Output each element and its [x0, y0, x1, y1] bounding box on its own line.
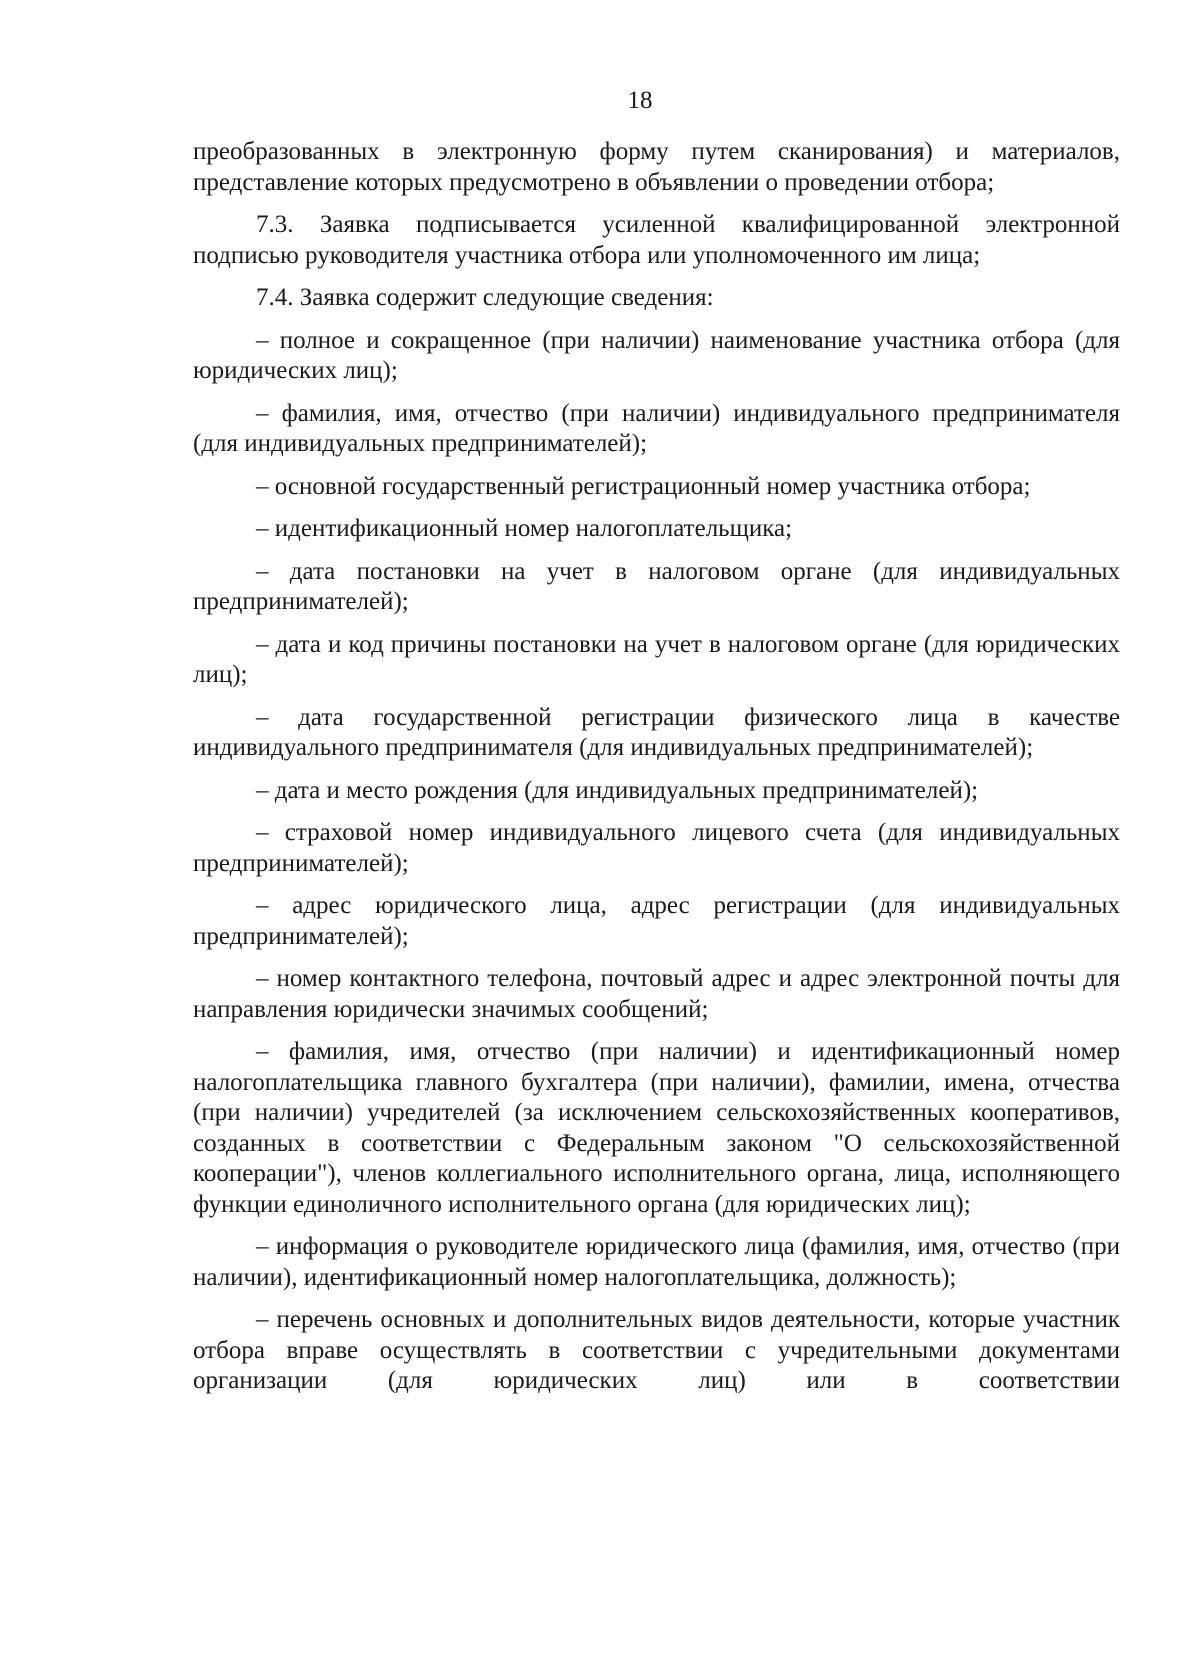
list-item-snils: – страховой номер индивидуального лицевого счета (для индивидуальных предпринимателей); [193, 819, 1120, 877]
list-item-officers: – фамилия, имя, отчество (при наличии) и идентификационный номер налогоплательщика главного бухгалтера (при наличии), фамилии, имена, отчества (при наличии) учредителей (за исключением сельскохозяйственных кооперативов, созданных в соответствии с Федеральным законом "О сельскохозяйственной кооперации"), членов коллегиального исполнительного органа, лица, исполняющего функции единоличного исполнительного органа (для юридических лиц); [193, 1038, 1120, 1218]
list-item-state-registration-date: – дата государственной регистрации физического лица в качестве индивидуального предпринимателя (для индивидуальных предпринимателей); [193, 703, 1120, 761]
paragraph-7-4: 7.4. Заявка содержит следующие сведения: [256, 284, 714, 311]
list-item-activities: – перечень основных и дополнительных видов деятельности, которые участник отбора вправе осуществлять в соответствии с учредительными документами организации (для юридических лиц) или в соответствии [193, 1306, 1120, 1394]
list-item-contacts: – номер контактного телефона, почтовый адрес и адрес электронной почты для направления юридически значимых сообщений; [193, 965, 1120, 1023]
page-number: 18 [627, 87, 653, 114]
list-item-birth-date-place: – дата и место рождения (для индивидуальных предпринимателей); [256, 776, 979, 804]
list-item-address: – адрес юридического лица, адрес регистрации (для индивидуальных предпринимателей); [193, 892, 1120, 950]
list-item-inn: – идентификационный номер налогоплательщика; [256, 515, 793, 542]
list-item-full-name: – полное и сокращенное (при наличии) наименование участника отбора (для юридических лиц); [193, 326, 1120, 384]
list-item-ogrn: – основной государственный регистрационный номер участника отбора; [256, 472, 1031, 500]
paragraph-continuation: преобразованных в электронную форму путем сканирования) и материалов, представление которых предусмотрено в объявлении о проведении отбора; [193, 138, 1120, 196]
list-item-tax-registration-code: – дата и код причины постановки на учет в налоговом органе (для юридических лиц); [193, 630, 1120, 688]
paragraph-7-3: 7.3. Заявка подписывается усиленной квалифицированной электронной подписью руководителя участника отбора или уполномоченного им лица; [193, 211, 1120, 269]
list-item-head-info: – информация о руководителе юридического лица (фамилия, имя, отчество (при наличии), идентификационный номер налогоплательщика, должность); [193, 1233, 1120, 1291]
list-item-tax-registration-date: – дата постановки на учет в налоговом органе (для индивидуальных предпринимателей); [193, 557, 1120, 615]
document-body [193, 137, 1120, 1409]
list-item-entrepreneur-name: – фамилия, имя, отчество (при наличии) индивидуального предпринимателя (для индивидуальных предпринимателей); [193, 399, 1120, 457]
